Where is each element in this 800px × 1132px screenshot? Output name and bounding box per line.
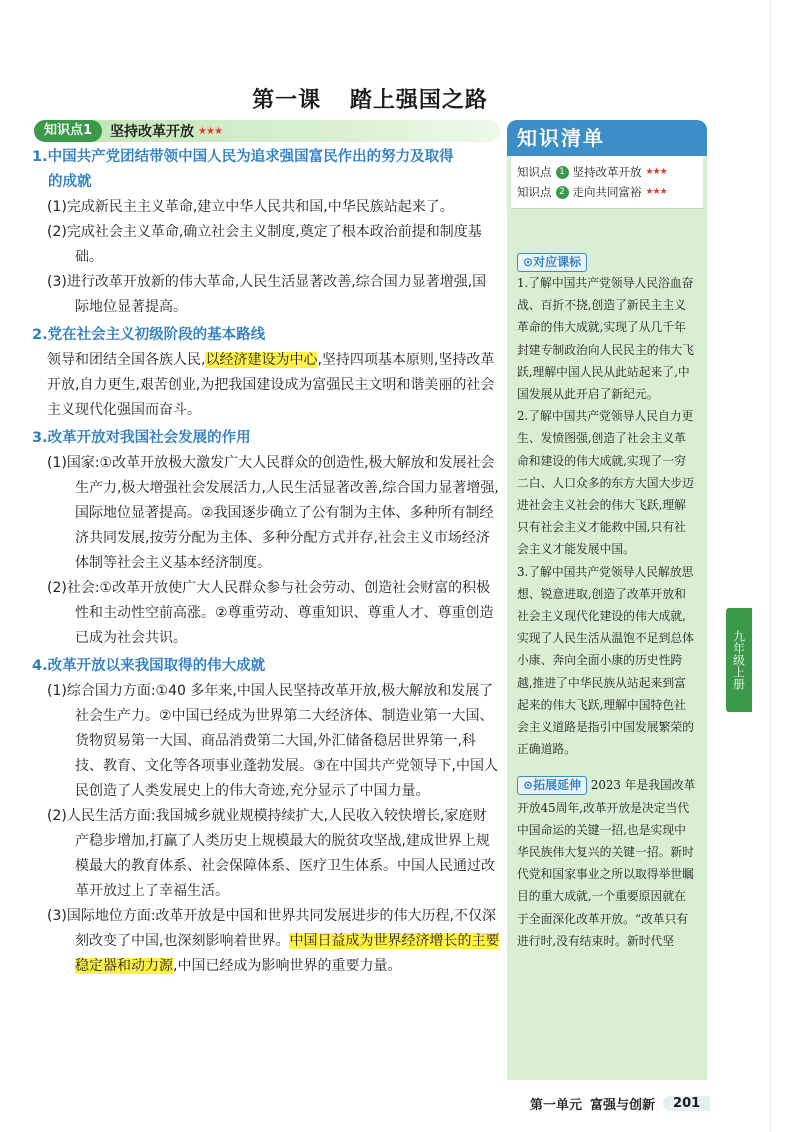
unit-label: 第一单元	[530, 1098, 583, 1113]
page-edge-line	[770, 0, 771, 1132]
section-2-paragraph: 领导和团结全国各族人民,以经济建设为中心,坚持四项基本原则,坚持改革开放,自力更生,艰苦创业,为把我国建设成为富强民主文明和谐美丽的社会主义现代化强国而奋斗。	[47, 352, 495, 418]
star-rating-icon: ★★★	[645, 187, 667, 197]
extend-icon: ⊙	[523, 778, 534, 793]
highlighted-text: 中国日益成为世界经济增长的主要稳定器和动力源	[75, 933, 500, 974]
section-3-item-2: (2)社会:①改革开放使广大人民群众参与社会劳动、创造社会财富的积极性和主动性空前高涨。②尊重劳动、尊重知识、尊重人才、尊重创造已成为社会共识。	[47, 580, 494, 646]
section-4-item-2: (2)人民生活方面:我国城乡就业规模持续扩大,人民收入较快增长,家庭财产稳步增加,打赢了人类历史上规模最大的脱贫攻坚战,建成世界上规模最大的教育体系、社会保障体系、医疗卫生体系。中国人民通过改革开放过上了幸福生活。	[47, 808, 495, 899]
section-1-item-1: (1)完成新民主主义革命,建立中华人民共和国,中华民族站起来了。	[47, 199, 454, 215]
knowledge-list-item: 知识点 1 坚持改革开放 ★★★	[517, 162, 697, 182]
main-column	[32, 120, 500, 979]
standard-item-2: 2.了解中国共产党领导人民自力更生、发愤图强,创造了社会主义革命和建设的伟大成就,实现了一穷二白、人口众多的东方大国大步迈进社会主义社会的伟大飞跃,理解只有社会主义才能救中国,只有社会主义才能发展中国。	[517, 409, 694, 557]
knowledge-list	[511, 156, 703, 209]
unit-title: 富强与创新	[590, 1098, 656, 1113]
curriculum-standards-tag: ⊙对应课标	[517, 253, 587, 272]
standard-item-1: 1.了解中国共产党领导人民浴血奋战、百折不挠,创造了新民主主义革命的伟大成就,实现了从几千年封建专制政治向人民民主的伟大飞跃,理解中国人民从此站起来了,中国发展从此开启了新纪元。	[517, 276, 694, 402]
knowledge-list-item: 知识点 2 走向共同富裕 ★★★	[517, 182, 697, 202]
search-icon: ⊙	[523, 255, 534, 269]
section-4-item-3: (3)国际地位方面:改革开放是中国和世界共同发展进步的伟大历程,不仅深刻改变了中国,也深刻影响着世界。中国日益成为世界经济增长的主要稳定器和动力源,中国已经成为影响世界的重要力量。	[47, 908, 500, 974]
section-3-heading: 3.改革开放对我国社会发展的作用	[32, 430, 251, 446]
extension-tag: ⊙拓展延伸	[517, 776, 587, 795]
section-4-heading: 4.改革开放以来我国取得的伟大成就	[32, 658, 266, 674]
extension-reading	[507, 768, 707, 952]
lesson-number: 第一课	[252, 88, 322, 113]
section-3-item-1: (1)国家:①改革开放极大激发广大人民群众的创造性,极大解放和发展社会生产力,极大增强社会发展活力,人民生活显著改善,综合国力显著增强,国际地位显著提高。②我国逐步确立了公有制为主体、多种所有制经济共同发展,按劳分配为主体、多种分配方式并存,社会主义市场经济体制等社会主义基本经济制度。	[47, 455, 499, 571]
star-rating-icon: ★★★	[645, 167, 667, 177]
knowledge-sidebar	[507, 120, 707, 1080]
knowledge-point-title: 坚持改革开放	[110, 124, 195, 140]
highlighted-text: 以经济建设为中心	[205, 352, 318, 368]
curriculum-standards	[507, 245, 707, 760]
section-2-heading: 2.党在社会主义初级阶段的基本路线	[32, 327, 266, 343]
star-rating-icon: ★★★	[198, 125, 222, 137]
number-circle-icon: 2	[556, 186, 569, 199]
knowledge-point-badge: 知识点1	[34, 120, 102, 142]
sidebar-heading: 知识清单	[507, 120, 707, 156]
page-number: 201	[663, 1096, 710, 1111]
number-circle-icon: 1	[556, 166, 569, 179]
section-1-item-2: (2)完成社会主义革命,确立社会主义制度,奠定了根本政治前提和制度基础。	[47, 224, 482, 265]
page-title	[0, 83, 740, 114]
section-1-heading: 1.中国共产党团结带领中国人民为追求强国富民作出的努力及取得 的成就	[32, 149, 454, 190]
extension-text: 2023 年是我国改革开放45周年,改革开放是决定当代中国命运的关键一招,也是实现中华民族伟大复兴的关键一招。新时代党和国家事业之所以取得举世瞩目的重大成就,一个重要原因就在于全面深化改革开放。“改革只有进行时,没有结束时。新时代坚	[517, 778, 696, 948]
section-1-item-3: (3)进行改革开放新的伟大革命,人民生活显著改善,综合国力显著增强,国际地位显著提高。	[47, 274, 487, 315]
lesson-title: 踏上强国之路	[349, 88, 488, 113]
section-4-item-1: (1)综合国力方面:①40 多年来,中国人民坚持改革开放,极大解放和发展了社会生产力。②中国已经成为世界第二大经济体、制造业第一大国、货物贸易第一大国、商品消费第二大国,外汇储备稳居世界第一,科技、教育、文化等各项事业蓬勃发展。③在中国共产党领导下,中国人民创造了人类发展史上的伟大奇迹,充分显示了中国力量。	[47, 683, 498, 799]
page-footer	[530, 1094, 770, 1113]
standard-item-3: 3.了解中国共产党领导人民解放思想、锐意进取,创造了改革开放和社会主义现代化建设的伟大成就,实现了人民生活从温饱不足到总体小康、奔向全面小康的历史性跨越,推进了中华民族从站起来到富起来的伟大飞跃,理解中国特色社会主义道路是指引中国发展繁荣的正确道路。	[517, 564, 694, 757]
grade-tab: 九年级上册	[726, 608, 752, 712]
knowledge-point-bar	[34, 120, 500, 142]
